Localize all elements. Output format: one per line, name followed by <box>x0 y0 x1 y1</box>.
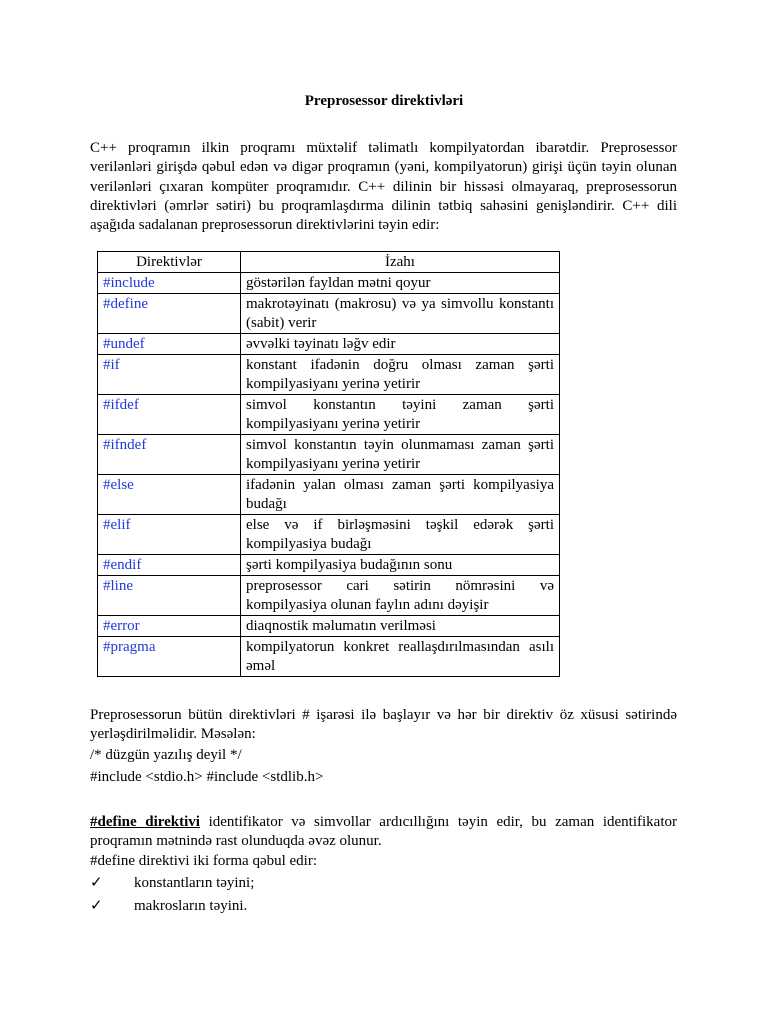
bullet-item <box>90 896 247 916</box>
directive-cell: #endif <box>98 555 241 576</box>
bullet-text: makrosların təyini. <box>134 898 248 914</box>
table-row <box>98 616 560 637</box>
table-row <box>98 637 560 677</box>
description-cell: konstant ifadənin doğru olması zaman şərti kompilyasiyanı yerinə yetirir <box>241 355 560 395</box>
description-cell: ifadənin yalan olması zaman şərti kompilyasiya budağı <box>241 475 560 515</box>
define-paragraph <box>90 813 677 852</box>
directive-cell: #line <box>98 576 241 616</box>
define-forms-intro: #define direktivi iki forma qəbul edir: <box>90 853 318 869</box>
table-header-row <box>98 252 560 273</box>
code-line: #include <stdio.h> #include <stdlib.h> <box>90 769 324 785</box>
directive-cell: #if <box>98 355 241 395</box>
define-heading: #define direktivi <box>90 814 200 830</box>
define-text: identifikator və simvollar ardıcıllığını təyin edir, bu zaman identifikator proqramın mətnində rast olunduqda əvəz olunur. <box>90 814 677 850</box>
checkmark-icon: ✓ <box>90 896 103 914</box>
directive-cell: #define <box>98 294 241 334</box>
description-cell: simvol konstantın təyini zaman şərti kompilyasiyanı yerinə yetirir <box>241 395 560 435</box>
description-cell: kompilyatorun konkret reallaşdırılmasından asılı əməl <box>241 637 560 677</box>
page-title: Preprosessor direktivləri <box>304 93 464 109</box>
table-row <box>98 475 560 515</box>
directive-cell: #elif <box>98 515 241 555</box>
table-row <box>98 355 560 395</box>
table-body <box>98 273 560 677</box>
description-cell: göstərilən fayldan mətni qoyur <box>241 273 560 294</box>
description-cell: else və if birləşməsini təşkil edərək şərti kompilyasiya budağı <box>241 515 560 555</box>
description-cell: makrotəyinatı (makrosu) və ya simvollu konstantı (sabit) verir <box>241 294 560 334</box>
description-cell: preprosessor cari sətirin nömrəsini və kompilyasiya olunan faylın adını dəyişir <box>241 576 560 616</box>
description-cell: simvol konstantın təyin olunmaması zaman şərti kompilyasiyanı yerinə yetirir <box>241 435 560 475</box>
directive-cell: #error <box>98 616 241 637</box>
table-row <box>98 435 560 475</box>
bullet-item <box>90 873 254 893</box>
table-row <box>98 273 560 294</box>
table-row <box>98 395 560 435</box>
table-row <box>98 334 560 355</box>
directive-cell: #include <box>98 273 241 294</box>
table-header-description: İzahı <box>241 252 560 273</box>
table-row <box>98 294 560 334</box>
directive-cell: #ifndef <box>98 435 241 475</box>
code-comment: /* düzgün yazılış deyil */ <box>90 747 242 763</box>
description-cell: əvvəlki təyinatı ləğv edir <box>241 334 560 355</box>
table-row <box>98 515 560 555</box>
checkmark-icon: ✓ <box>90 873 103 891</box>
table-row <box>98 555 560 576</box>
directive-cell: #pragma <box>98 637 241 677</box>
description-cell: diaqnostik məlumatın verilməsi <box>241 616 560 637</box>
intro-paragraph: C++ proqramın ilkin proqramı müxtəlif təlimatlı kompilyatordan ibarətdir. Preprosessor verilənləri girişdə qəbul edən və digər proqramın (yəni, kompilyatorun) girişi üçün təyin olunan verilənləri çıxaran kompüter proqramıdır. C++ dilinin bir hissəsi olmayaraq, preprosessorun direktivləri (əmrlər sətiri) bu proqramlaşdırma dilinin tətbiq sahəsini genişləndirir. C++ dili aşağıda sadalanan preprosessorun direktivlərini təyin edir: <box>90 140 677 234</box>
directive-cell: #else <box>98 475 241 515</box>
directives-paragraph: Preprosessorun bütün direktivləri # işarəsi ilə başlayır və hər bir direktiv öz xüsusi sətirində yerləşdirilməlidir. Məsələn: <box>90 707 677 743</box>
directive-cell: #ifdef <box>98 395 241 435</box>
table-header-directives: Direktivlər <box>98 252 241 273</box>
description-cell: şərti kompilyasiya budağının sonu <box>241 555 560 576</box>
bullet-text: konstantların təyini; <box>134 875 255 891</box>
directive-cell: #undef <box>98 334 241 355</box>
table-row <box>98 576 560 616</box>
directives-table <box>97 251 560 677</box>
